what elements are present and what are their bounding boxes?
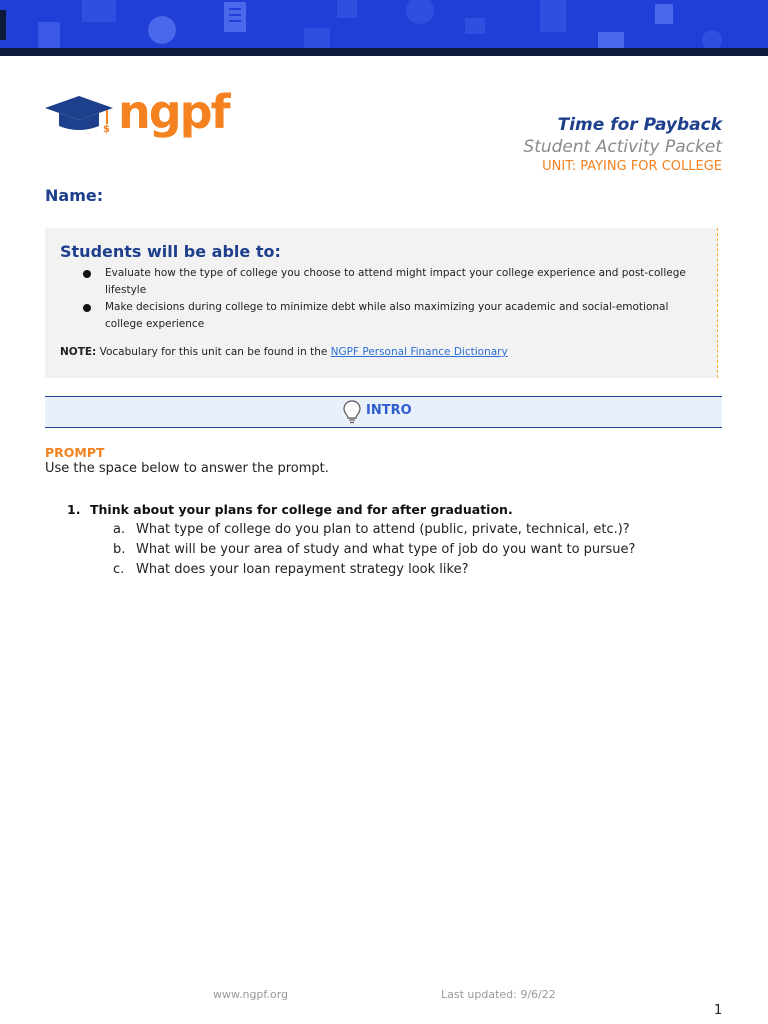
box-edge [717, 228, 718, 378]
objectives-box [45, 228, 717, 378]
sub-letter: c. [113, 562, 125, 577]
objectives-heading: Students will be able to: [60, 242, 281, 261]
dictionary-link[interactable]: NGPF Personal Finance Dictionary [330, 346, 508, 358]
note-label: NOTE: [60, 346, 97, 358]
question-text: Think about your plans for college and for after graduation. [90, 502, 513, 517]
prompt-text: Use the space below to answer the prompt. [45, 461, 329, 476]
sub-text: What does your loan repayment strategy look like? [136, 562, 469, 577]
objective-item: Evaluate how the type of college you choose to attend might impact your college experience and post-college lifestyle [83, 265, 703, 298]
banner-pattern [0, 0, 768, 48]
title-block [523, 114, 722, 176]
prompt-heading: PROMPT [45, 445, 105, 460]
footer-updated: Last updated: 9/6/22 [441, 988, 556, 1001]
logo-text: ngpf [118, 85, 229, 139]
sub-letter: a. [113, 522, 126, 537]
sub-text: What will be your area of study and what type of job do you want to pursue? [136, 542, 636, 557]
page-number: 1 [714, 1003, 723, 1018]
intro-label: INTRO [366, 403, 412, 418]
header-banner [0, 0, 768, 48]
banner-strip [0, 48, 768, 56]
svg-text:$: $ [103, 124, 110, 135]
intro-section-bar [45, 396, 722, 428]
lightbulb-icon [342, 399, 362, 425]
objective-item: Make decisions during college to minimize debt while also maximizing your academic and social-emotional college experience [83, 299, 703, 332]
unit-label: UNIT: PAYING FOR COLLEGE [542, 159, 722, 174]
sub-text: What type of college do you plan to attend (public, private, technical, etc.)? [136, 522, 630, 537]
note-text: Vocabulary for this unit can be found in the [96, 346, 331, 358]
objectives-list [83, 265, 703, 333]
name-label: Name: [45, 186, 104, 205]
sub-letter: b. [113, 542, 126, 557]
vocabulary-note [60, 346, 508, 358]
document-title: Time for Payback [557, 115, 722, 135]
footer-website: www.ngpf.org [213, 988, 289, 1001]
question-number: 1. [67, 502, 81, 517]
document-subtitle: Student Activity Packet [523, 137, 722, 157]
